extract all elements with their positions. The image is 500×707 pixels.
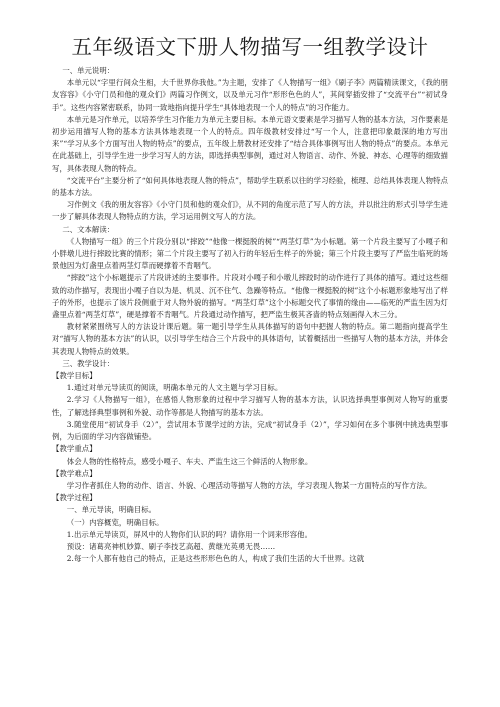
paragraph: （一）内容概览，明确目标。: [66, 517, 164, 527]
paragraph: 【教学目标】: [52, 371, 97, 381]
paragraph: 3.随堂使用“初试身手（2）”，尝试用本节课学过的方法，完成“初试身手（2）”，学习如何在多个事例中挑选典型事例，为后面的学习内容做铺垫。: [52, 419, 448, 442]
paragraph: 1.通过对单元导读页的阅读，明确本单元的人文主题与学习目标。: [66, 383, 283, 393]
section-heading: 一、单元说明：: [62, 66, 115, 75]
paragraph: 预设：诸葛亮神机妙算、刷子李技艺高超、黄继光英勇无畏……: [66, 541, 276, 551]
paragraph: 1.出示单元导读页，屏风中的人物你们认识的吗？请你用一个词来形容他。: [66, 529, 313, 539]
section-heading: 二、文本解读：: [62, 224, 115, 234]
paragraph: 本单元是习作单元，以培养学生习作能力为单元主要目标。本单元语文要素是学习描写人物的基本方法，习作要素是初步运用描写人物的基本方法具体地表现一个人的特点。四年级教材安排过“写一个人，注意把印象最深的地方写出来”“学习从多个方面写出人物的特点”的要点，五年级上册教材还安排了“结合具体事例写出人物的特点”的要点。本单元在此基础上，引导学生进一步学习写人的方法，即选择典型事例，通过对人物语言、动作、外貌、神态、心理等的细致描写，具体表现人物的特点。: [52, 114, 448, 173]
paragraph: 习作例文《我的朋友容容》《小守门员和他的观众们》，从不同的角度示范了写人的方法，并以批注的形式引导学生进一步了解具体表现人物特点的方法，学习运用例文写人的方法。: [52, 200, 448, 222]
paragraph: 体会人物的性格特点，感受小嘎子、车夫、严监生这三个鲜活的人物形象。: [66, 456, 313, 466]
paragraph: “交流平台”主要分析了“如何具体地表现人物的特点”，帮助学生联系以往的学习经验，梳理、总结具体表现人物特点的基本方法。: [52, 175, 448, 198]
paragraph: “摔跤”这个小标题提示了片段讲述的主要事件。片段对小嘎子和小墩儿摔跤时的动作进行了具体的描写。通过这些细致的动作描写，表现出小嘎子自以为是、机灵、沉不住气、急躁等特点。“他像一棵挺脱的树”这个小标题形象地写出了样子的外形，也提示了该片段侧重于对人物外貌的描写。“两茎灯草”这个小标题交代了事情的缘由——临死的严监生因为灯盏里点着“两茎灯草”，硬是撑着不肯咽气。片段通过动作描写，把严监生极其吝啬的特点刻画得入木三分。: [52, 273, 448, 320]
paragraph: 本单元以“字里行间众生相，大千世界你我他。”为主题，安排了《人物描写一组》《刷子李》两篇精读课文，《我的朋友容容》《小守门员和他的观众们》两篇习作例文，以及单元习作“形形色色的人”，其间穿插安排了“交流平台”“初试身手”。这些内容紧密联系，协同一致地指向提升学生“具体地表现一个人的特点”的习作能力。: [52, 78, 448, 112]
paragraph: 【教学难点】: [52, 468, 97, 478]
paragraph: 一、单元导读，明确目标。: [66, 505, 157, 515]
paragraph: 【教学重点】: [52, 444, 97, 454]
paragraph: 2.每一个人都有他自己的特点，正是这些形形色色的人，构成了我们生活的大千世界。这就: [66, 554, 365, 564]
document-page: [52, 34, 448, 565]
document-title: 五年级语文下册人物描写一组教学设计: [71, 35, 429, 59]
paragraph: 2.学习《人物描写一组》，在感悟人物形象的过程中学习描写人物的基本方法，认识选择典型事例对人物写的重要性，了解选择典型事例和外貌、动作等都是人物描写的基本方法。: [52, 395, 448, 417]
document-body: [52, 65, 448, 565]
paragraph: 教材紧紧围绕写人的方法设计课后题。第一题引导学生从具体描写的语句中把握人物的特点。第二题指向提高学生对“描写人物的基本方法”的认识，以引导学生结合三个片段中的具体语句，试着概括出一些描写人物的基本方法，并体会其表现人物特点的效果。: [52, 322, 448, 356]
paragraph: 学习作者抓住人物的动作、语言、外貌、心理活动等描写人物的方法，学习表现人物某一方面特点的写作方法。: [66, 480, 432, 490]
paragraph: 《人物描写一组》的三个片段分别以“摔跤”“他像一棵挺脱的树”“两茎灯草”为小标题。第一个片段主要写了小嘎子和小胖墩儿进行摔跤比赛的情形；第二个片段主要写了初入行的年轻后生样子的外貌；第三个片段主要写了严监生临死的场景他因为灯盏里点着两茎灯草而硬撑着不肯咽气。: [52, 236, 448, 271]
paragraph: 【教学过程】: [52, 493, 97, 503]
section-heading: 三、教学设计：: [62, 358, 115, 368]
